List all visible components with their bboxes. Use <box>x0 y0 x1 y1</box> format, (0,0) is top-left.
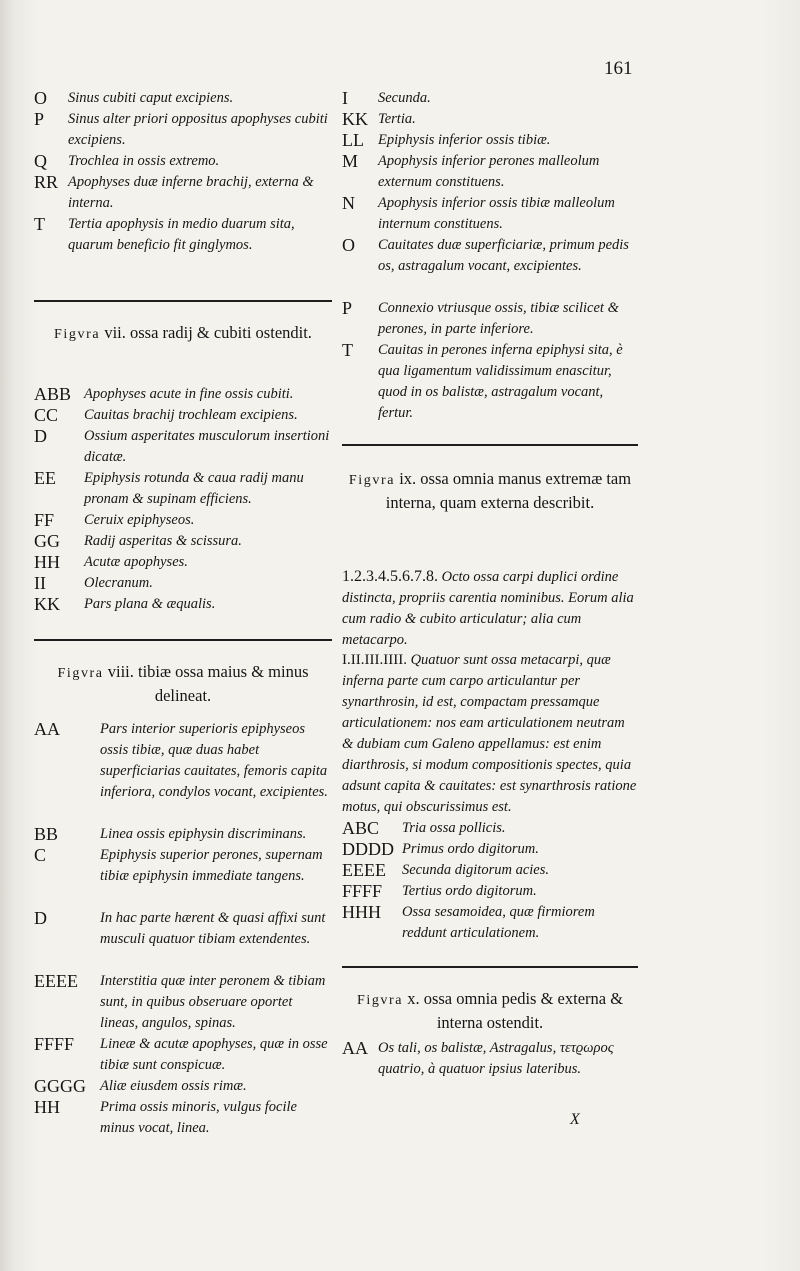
entry-key: I <box>342 88 348 108</box>
entry-P <box>34 109 332 151</box>
entry-desc: In hac parte hærent & quasi affixi sunt musculi quatuor tibiam extendentes. <box>100 910 326 947</box>
entry-key: 1.2.3.4.5.6.7.8. <box>342 568 438 585</box>
entry-desc: Cauitas in perones inferna epiphysi sita, è qua ligamentum validissimum enascitur, quod in os balistæ, astragalum vocant, fertur. <box>378 342 623 421</box>
entry-desc: Apophysis inferior ossis tibiæ malleolum internum constituens. <box>378 195 615 232</box>
right-column <box>342 88 638 1080</box>
left-column <box>34 88 332 1139</box>
entry-key: AA <box>34 719 60 739</box>
entry-AA <box>34 719 332 824</box>
entry-key: M <box>342 151 359 171</box>
entry-desc: Primus ordo digitorum. <box>402 841 539 857</box>
entry-key: HH <box>34 1097 60 1117</box>
figure-caption: vii. ossa radij & cubiti ostendit. <box>104 323 312 342</box>
entry-desc: Linea ossis epiphysin discriminans. <box>100 826 307 842</box>
entry-FFFF <box>342 881 638 902</box>
entry-carpus <box>342 566 638 650</box>
entry-desc: Apophysis inferior perones malleolum externum constituens. <box>378 153 600 190</box>
entry-Q <box>34 151 332 172</box>
entry-key: HH <box>34 552 60 572</box>
entry-key: I.II.III.IIII. <box>342 652 407 668</box>
entry-desc: Tertia. <box>378 111 416 127</box>
entry-metacarpus <box>342 650 638 818</box>
entry-key: C <box>34 845 47 865</box>
entry-key: D <box>34 908 47 928</box>
figure-label: Figvra <box>348 473 396 488</box>
entry-key: T <box>34 214 45 234</box>
entry-desc: Trochlea in ossis extremo. <box>68 153 220 169</box>
entry-desc: Ossa sesamoidea, quæ firmiorem reddunt articulationem. <box>402 904 595 941</box>
entry-GGGG <box>34 1076 332 1097</box>
entry-EEEE <box>342 860 638 881</box>
entry-desc: Tria ossa pollicis. <box>402 820 506 836</box>
entry-FFFF <box>34 1034 332 1076</box>
entry-desc: Cauitates duæ superficiariæ, primum pedis os, astragalum vocant, excipientes. <box>378 237 629 274</box>
entry-KK <box>34 594 332 615</box>
entry-key: Q <box>34 151 47 171</box>
entry-desc: Os tali, os balistæ, Astragalus, τετϱωρος quatrio, à quatuor ipsius lateribus. <box>378 1040 614 1077</box>
entry-KK <box>342 109 638 130</box>
entry-desc: Octo ossa carpi duplici ordine distincta, propriis carentia nominibus. Eorum alia cum radio & cubito articulatur; alia cum metacarpo. <box>342 569 634 648</box>
entry-key: AA <box>342 1038 368 1058</box>
entry-desc: Lineæ & acutæ apophyses, quæ in osse tibiæ sunt conspicuæ. <box>100 1036 328 1073</box>
entry-AA <box>342 1038 638 1080</box>
entry-GG <box>34 531 332 552</box>
figure-10-heading <box>342 988 638 1032</box>
entry-T <box>34 214 332 256</box>
entry-key: EEEE <box>34 971 78 991</box>
entry-desc: Acutæ apophyses. <box>84 554 188 570</box>
entry-desc: Secunda. <box>378 90 431 106</box>
entry-I <box>342 88 638 109</box>
entry-desc: Apophyses duæ inferne brachij, externa & interna. <box>68 174 314 211</box>
figure-caption: ix. ossa omnia manus extremæ tam interna, quam externa describit. <box>385 469 632 512</box>
entry-line <box>342 566 638 651</box>
entry-desc: Ceruix epiphyseos. <box>84 512 195 528</box>
entry-desc: Connexio vtriusque ossis, tibiæ scilicet & perones, in parte inferiore. <box>378 300 619 337</box>
entry-EEEE <box>34 971 332 1034</box>
figure-label: Figvra <box>356 993 404 1008</box>
entry-P <box>342 298 638 340</box>
entry-T <box>342 340 638 424</box>
entry-desc: Epiphysis superior perones, supernam tibiæ epiphysin immediate tangens. <box>100 847 323 884</box>
entry-desc: Sinus alter priori oppositus apophyses cubiti excipiens. <box>68 111 328 148</box>
entry-desc: Olecranum. <box>84 575 153 591</box>
figure-label: Figvra <box>54 327 101 342</box>
entry-LL <box>342 130 638 151</box>
entry-key: CC <box>34 405 59 425</box>
entry-desc: Epiphysis inferior ossis tibiæ. <box>378 132 551 148</box>
entry-key: RR <box>34 172 59 192</box>
entry-EE <box>34 468 332 510</box>
entry-key: KK <box>34 594 60 614</box>
entry-HH <box>34 552 332 573</box>
entry-desc: Cauitas brachij trochleam excipiens. <box>84 407 298 423</box>
entry-key: ABB <box>34 384 72 404</box>
entry-N <box>342 193 638 235</box>
entry-desc: Prima ossis minoris, vulgus focile minus vocat, linea. <box>100 1099 297 1136</box>
entry-key: T <box>342 340 353 360</box>
figure-caption: viii. tibiæ ossa maius & minus delineat. <box>107 662 309 705</box>
catchword: X <box>570 1111 580 1128</box>
entry-II <box>34 573 332 594</box>
entry-desc: Tertius ordo digitorum. <box>402 883 537 899</box>
figure-8-heading <box>34 661 332 705</box>
entry-desc: Sinus cubiti caput excipiens. <box>68 90 234 106</box>
entry-desc: Tertia apophysis in medio duarum sita, quarum beneficio fit ginglymos. <box>68 216 295 253</box>
figure-label: Figvra <box>57 666 104 681</box>
entry-key: LL <box>342 130 364 150</box>
entry-HH <box>34 1097 332 1139</box>
entry-key: O <box>34 88 47 108</box>
entry-desc: Epiphysis rotunda & caua radij manu pronam & supinam efficiens. <box>84 470 304 507</box>
entry-key: II <box>34 573 46 593</box>
entry-key: HHH <box>342 902 381 922</box>
entry-BB <box>34 824 332 845</box>
entry-C <box>34 845 332 908</box>
entry-D <box>34 908 332 971</box>
entry-desc: Quatuor sunt ossa metacarpi, quæ inferna parte cum carpo articulantur per synarthrosin, id est, compactam pressamque articulationem: nos eam articulationem neutram & dubiam cum Galeno appellamus: est enim diarthrosis, si modum compositionis spectes, quia adsunt capita & cauitates: est synarthrosis ratione motus, qui obscurissimus est. <box>342 652 637 815</box>
entry-O <box>34 88 332 109</box>
entry-key: P <box>34 109 45 129</box>
entry-FF <box>34 510 332 531</box>
figure-7-heading <box>34 322 332 366</box>
entry-key: FF <box>34 510 55 530</box>
entry-ABC <box>342 818 638 839</box>
figure-9-heading <box>342 468 638 556</box>
entry-key: ABC <box>342 818 380 838</box>
entry-key: P <box>342 298 353 318</box>
entry-O <box>342 235 638 298</box>
entry-desc: Apophyses acute in fine ossis cubiti. <box>84 386 294 402</box>
entry-key: EEEE <box>342 860 386 880</box>
entry-key: FFFF <box>342 881 383 901</box>
entry-ABB <box>34 384 332 405</box>
page-number: 161 <box>604 58 633 79</box>
entry-HHH <box>342 902 638 944</box>
entry-key: KK <box>342 109 368 129</box>
entry-DDDD <box>342 839 638 860</box>
entry-key: D <box>34 426 47 446</box>
entry-key: GG <box>34 531 60 551</box>
entry-desc: Ossium asperitates musculorum insertioni dicatæ. <box>84 428 330 465</box>
entry-D <box>34 426 332 468</box>
entry-desc: Radij asperitas & scissura. <box>84 533 242 549</box>
entry-desc: Pars plana & æqualis. <box>84 596 216 612</box>
entry-key: BB <box>34 824 59 844</box>
entry-key: N <box>342 193 355 213</box>
entry-RR <box>34 172 332 214</box>
entry-key: EE <box>34 468 56 488</box>
entry-desc: Pars interior superioris epiphyseos ossis tibiæ, quæ duas habet superficiarias cauitates, femoris capita inferiora, condylos vocant, excipientes. <box>100 721 328 800</box>
entry-desc: Interstitia quæ inter peronem & tibiam sunt, in quibus obseruare oportet lineas, angulos, spinas. <box>100 973 326 1031</box>
entry-key: O <box>342 235 355 255</box>
entry-desc: Secunda digitorum acies. <box>402 862 549 878</box>
entry-M <box>342 151 638 193</box>
entry-desc: Aliæ eiusdem ossis rimæ. <box>100 1078 247 1094</box>
entry-key: DDDD <box>342 839 394 859</box>
figure-caption: x. ossa omnia pedis & externa & interna ostendit. <box>407 989 624 1032</box>
entry-key: GGGG <box>34 1076 86 1096</box>
entry-line <box>342 650 638 818</box>
entry-CC <box>34 405 332 426</box>
entry-key: FFFF <box>34 1034 75 1054</box>
